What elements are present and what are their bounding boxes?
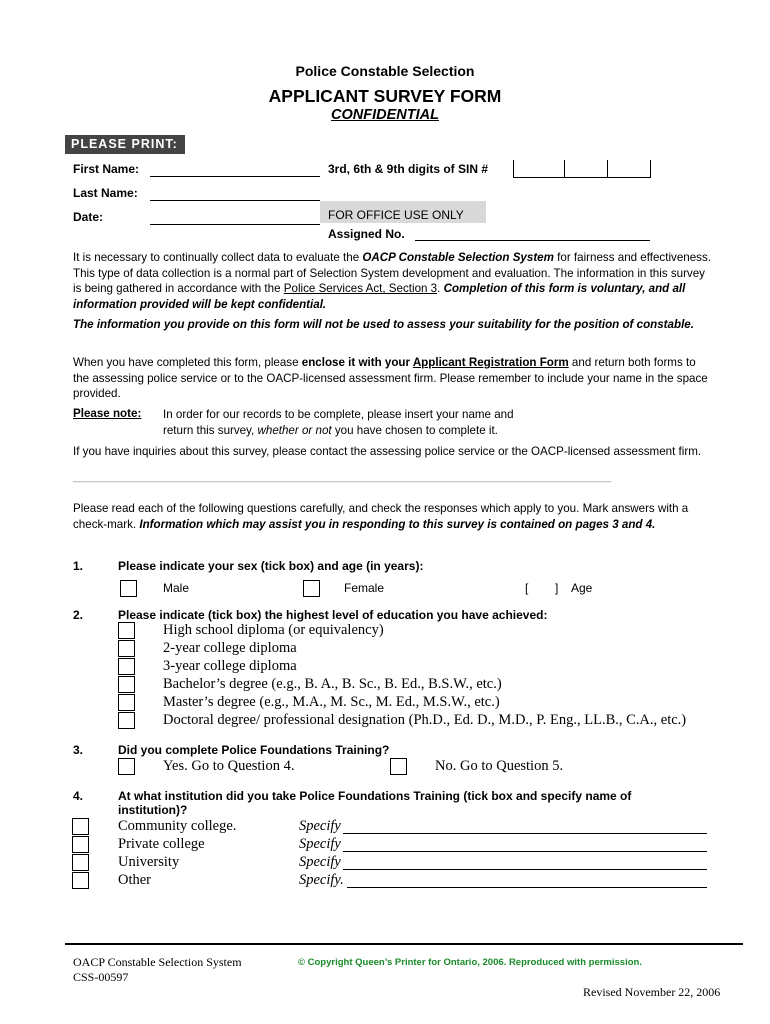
form-title: APPLICANT SURVEY FORM <box>268 86 502 106</box>
institution-checkbox[interactable] <box>72 854 89 871</box>
footer-org: OACP Constable Selection System <box>73 955 242 969</box>
specify-label: Specify <box>299 836 341 852</box>
note-line: return this survey, <box>163 423 258 437</box>
sin-digits-field[interactable] <box>513 160 651 178</box>
instruction-text: Please read each of the following questions carefully, and check the responses which apply to you. Mark answers with a check-mark. <box>73 502 689 531</box>
read-instructions <box>73 501 713 532</box>
education-checkbox[interactable] <box>118 712 135 729</box>
registration-form-ref: Applicant Registration Form <box>412 356 569 369</box>
sin-divider <box>513 160 514 177</box>
education-option: Master’s degree (e.g., M.A., M. Sc., M. Ed., M.S.W., etc.) <box>163 694 500 710</box>
sin-label: 3rd, 6th & 9th digits of SIN # <box>328 162 489 176</box>
note-line: you have chosen to complete it. <box>331 423 498 437</box>
intro-paragraph <box>73 250 713 312</box>
education-checkbox[interactable] <box>118 622 135 639</box>
education-option: High school diploma (or equivalency) <box>163 622 384 638</box>
sin-divider <box>564 160 565 177</box>
q1-number: 1. <box>73 559 84 573</box>
suitability-notice: The information you provide on this form will not be used to assess your suitability for the position of constable. <box>73 318 694 331</box>
confidential-label: CONFIDENTIAL <box>331 107 439 123</box>
institution-option: Private college <box>118 836 205 852</box>
education-checkbox[interactable] <box>118 658 135 675</box>
inquiries-paragraph: If you have inquiries about this survey, please contact the assessing police service or the OACP-licensed assessment firm. <box>73 445 702 458</box>
note-emphasis: whether or not <box>257 423 332 437</box>
education-option: 2-year college diploma <box>163 640 297 656</box>
institution-option: University <box>118 854 180 870</box>
institution-option: Community college. <box>118 818 237 834</box>
age-bracket-close: ] <box>555 581 559 595</box>
male-checkbox[interactable] <box>120 580 137 597</box>
revised-date: Revised November 22, 2006 <box>583 985 721 999</box>
specify-field[interactable] <box>343 851 707 852</box>
act-reference: Police Services Act, Section 3 <box>283 282 438 295</box>
specify-field[interactable] <box>347 887 707 888</box>
instruction-text: and return both forms to the assessing police service or to the OACP-licensed assessment firm. Please remember to include your name in the space provided. <box>73 356 708 400</box>
intro-text: It is necessary to continually collect data to evaluate the <box>73 251 363 264</box>
assigned-no-field[interactable] <box>415 240 650 241</box>
intro-text: for fairness and effectiveness. This type of data collection is a normal part of Selection System development and evaluation. The information in this survey is being gathered in accordance with the <box>73 251 711 295</box>
office-use-box <box>320 201 486 223</box>
q4-number: 4. <box>73 789 84 803</box>
footer-rule <box>65 943 743 945</box>
q3-text: Did you complete Police Foundations Training? <box>118 743 390 757</box>
return-instructions <box>73 355 713 402</box>
instruction-text: When you have completed this form, please <box>73 356 302 369</box>
specify-label: Specify. <box>299 872 344 888</box>
date-field[interactable] <box>150 224 320 225</box>
last-name-label: Last Name: <box>73 186 138 200</box>
age-label: Age <box>571 581 593 595</box>
specify-field[interactable] <box>343 833 707 834</box>
intro-text: . <box>437 282 444 295</box>
assigned-no-label: Assigned No. <box>328 227 405 241</box>
first-name-label: First Name: <box>73 162 140 176</box>
education-checkbox[interactable] <box>118 640 135 657</box>
education-checkbox[interactable] <box>118 694 135 711</box>
education-option: 3-year college diploma <box>163 658 297 674</box>
form-subtitle: Police Constable Selection <box>295 63 475 79</box>
info-pages-note: Information which may assist you in responding to this survey is contained on pages 3 and 4. <box>139 517 656 531</box>
specify-label: Specify <box>299 818 341 834</box>
institution-checkbox[interactable] <box>72 872 89 889</box>
institution-checkbox[interactable] <box>72 818 89 835</box>
q3-number: 3. <box>73 743 84 757</box>
last-name-field[interactable] <box>150 200 320 201</box>
specify-field[interactable] <box>343 869 707 870</box>
system-name: OACP Constable Selection System <box>362 251 554 264</box>
note-line: In order for our records to be complete, please insert your name and <box>163 408 514 421</box>
q2-text: Please indicate (tick box) the highest level of education you have achieved: <box>118 608 548 622</box>
note-text <box>163 407 713 438</box>
no-checkbox[interactable] <box>390 758 407 775</box>
female-checkbox[interactable] <box>303 580 320 597</box>
divider-line: ________________________________________________________________________________________ <box>73 471 612 483</box>
yes-label: Yes. Go to Question 4. <box>163 758 295 774</box>
q4-text: At what institution did you take Police Foundations Training (tick box and specify name of institution)? <box>118 789 632 817</box>
instruction-text: enclose it with your <box>301 356 413 369</box>
institution-option: Other <box>118 872 152 888</box>
no-label: No. Go to Question 5. <box>435 758 564 774</box>
education-option: Doctoral degree/ professional designation (Ph.D., Ed. D., M.D., P. Eng., LL.B., C.A., etc.) <box>163 712 687 728</box>
first-name-field[interactable] <box>150 176 320 177</box>
education-option: Bachelor’s degree (e.g., B. A., B. Sc., B. Ed., B.S.W., etc.) <box>163 676 502 692</box>
female-label: Female <box>344 581 385 595</box>
sin-divider <box>650 160 651 177</box>
age-input[interactable] <box>534 580 554 596</box>
q1-text: Please indicate your sex (tick box) and age (in years): <box>118 559 424 573</box>
please-print-badge: PLEASE PRINT: <box>65 135 185 154</box>
voluntary-notice: Completion of this form is voluntary, and all information provided will be kept confidential. <box>73 282 686 311</box>
specify-label: Specify <box>299 854 341 870</box>
office-use-label: FOR OFFICE USE ONLY <box>328 208 464 222</box>
q2-number: 2. <box>73 608 84 622</box>
sin-divider <box>607 160 608 177</box>
date-label: Date: <box>73 210 104 224</box>
institution-checkbox[interactable] <box>72 836 89 853</box>
education-checkbox[interactable] <box>118 676 135 693</box>
male-label: Male <box>163 581 190 595</box>
yes-checkbox[interactable] <box>118 758 135 775</box>
copyright-notice: © Copyright Queen’s Printer for Ontario, 2006. Reproduced with permission. <box>298 957 642 968</box>
note-label: Please note: <box>73 407 142 420</box>
footer-code: CSS-00597 <box>73 970 129 984</box>
age-bracket-open: [ <box>525 581 529 595</box>
